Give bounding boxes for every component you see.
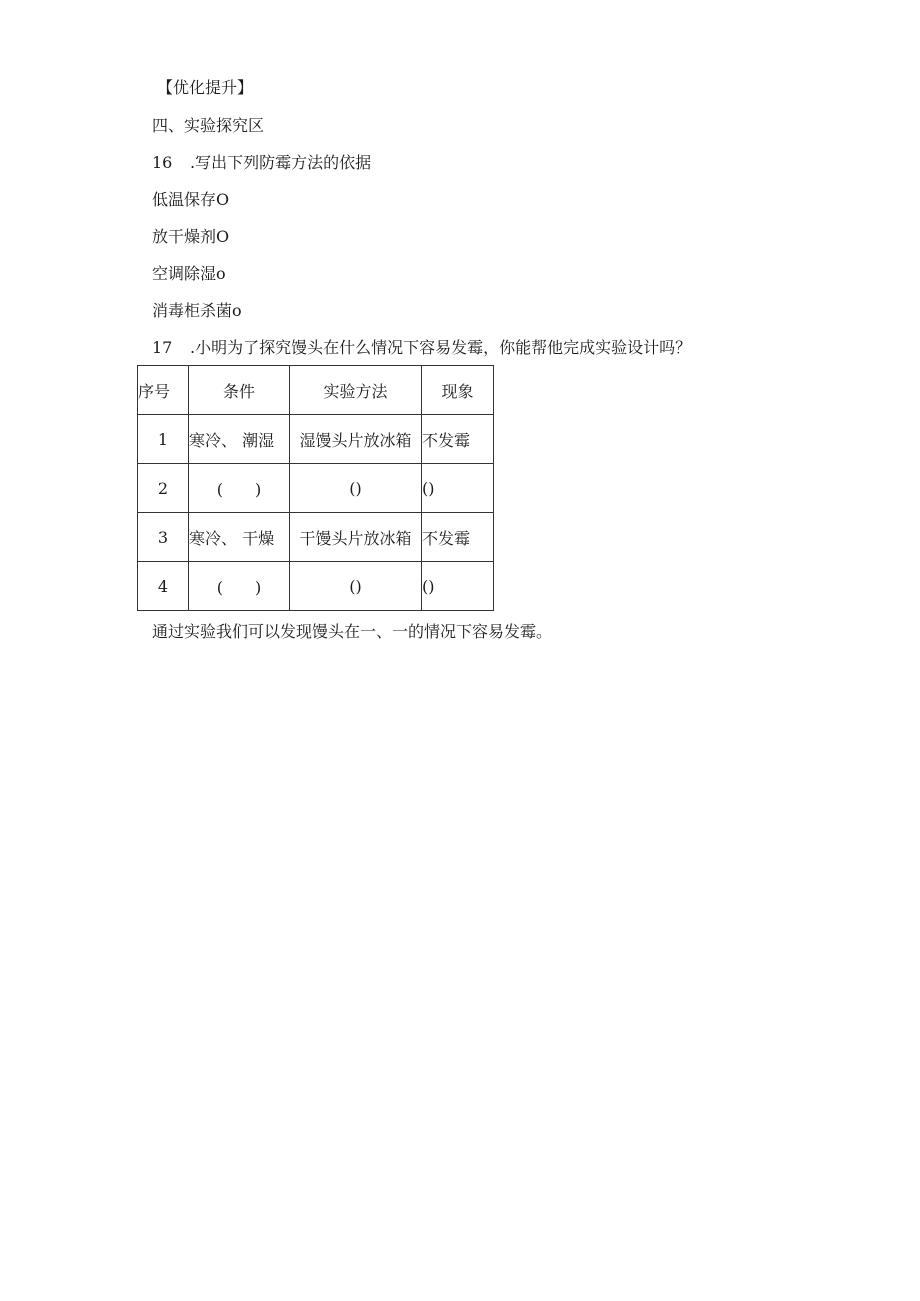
fill-blank-cell: ( ) bbox=[189, 562, 290, 611]
table-cell: 寒冷、 潮湿 bbox=[189, 415, 290, 464]
fill-blank-cell: () bbox=[422, 562, 494, 611]
column-header: 实验方法 bbox=[290, 366, 422, 415]
column-header: 现象 bbox=[422, 366, 494, 415]
answer-item: 消毒柜杀菌o bbox=[152, 301, 242, 320]
fill-blank-cell: ( ) bbox=[189, 464, 290, 513]
part-title: 四、实验探究区 bbox=[152, 116, 265, 135]
table-row bbox=[138, 415, 494, 464]
table-cell: 4 bbox=[138, 562, 189, 611]
question-17 bbox=[152, 338, 691, 358]
fill-blank-cell: () bbox=[290, 464, 422, 513]
question-text: .写出下列防霉方法的依据 bbox=[190, 153, 372, 172]
table-cell: 干馒头片放冰箱 bbox=[290, 513, 422, 562]
column-header: 序号 bbox=[138, 366, 189, 415]
question-text: .小明为了探究馒头在什么情况下容易发霉，你能帮他完成实验设计吗？ bbox=[190, 338, 692, 357]
table-row bbox=[138, 562, 494, 611]
table-cell: 1 bbox=[138, 415, 189, 464]
question-number: 16 bbox=[152, 153, 173, 172]
question-16 bbox=[152, 153, 371, 173]
table-cell: 寒冷、 干燥 bbox=[189, 513, 290, 562]
fill-blank-cell: () bbox=[422, 464, 494, 513]
answer-item: 空调除湿o bbox=[152, 264, 226, 283]
table-row bbox=[138, 464, 494, 513]
answer-item: 低温保存O bbox=[152, 190, 230, 209]
table-cell: 2 bbox=[138, 464, 189, 513]
answer-item: 放干燥剂O bbox=[152, 227, 230, 246]
table-cell: 不发霉 bbox=[422, 513, 494, 562]
table-cell: 湿馒头片放冰箱 bbox=[290, 415, 422, 464]
table-cell: 3 bbox=[138, 513, 189, 562]
fill-blank-cell: () bbox=[290, 562, 422, 611]
table-header-row bbox=[138, 366, 494, 415]
experiment-table bbox=[137, 365, 494, 611]
conclusion-text: 通过实验我们可以发现馒头在一、一的情况下容易发霉。 bbox=[152, 622, 553, 641]
question-number: 17 bbox=[152, 338, 173, 357]
column-header: 条件 bbox=[189, 366, 290, 415]
table-cell: 不发霉 bbox=[422, 415, 494, 464]
table-row bbox=[138, 513, 494, 562]
section-heading: 【优化提升】 bbox=[157, 78, 254, 97]
